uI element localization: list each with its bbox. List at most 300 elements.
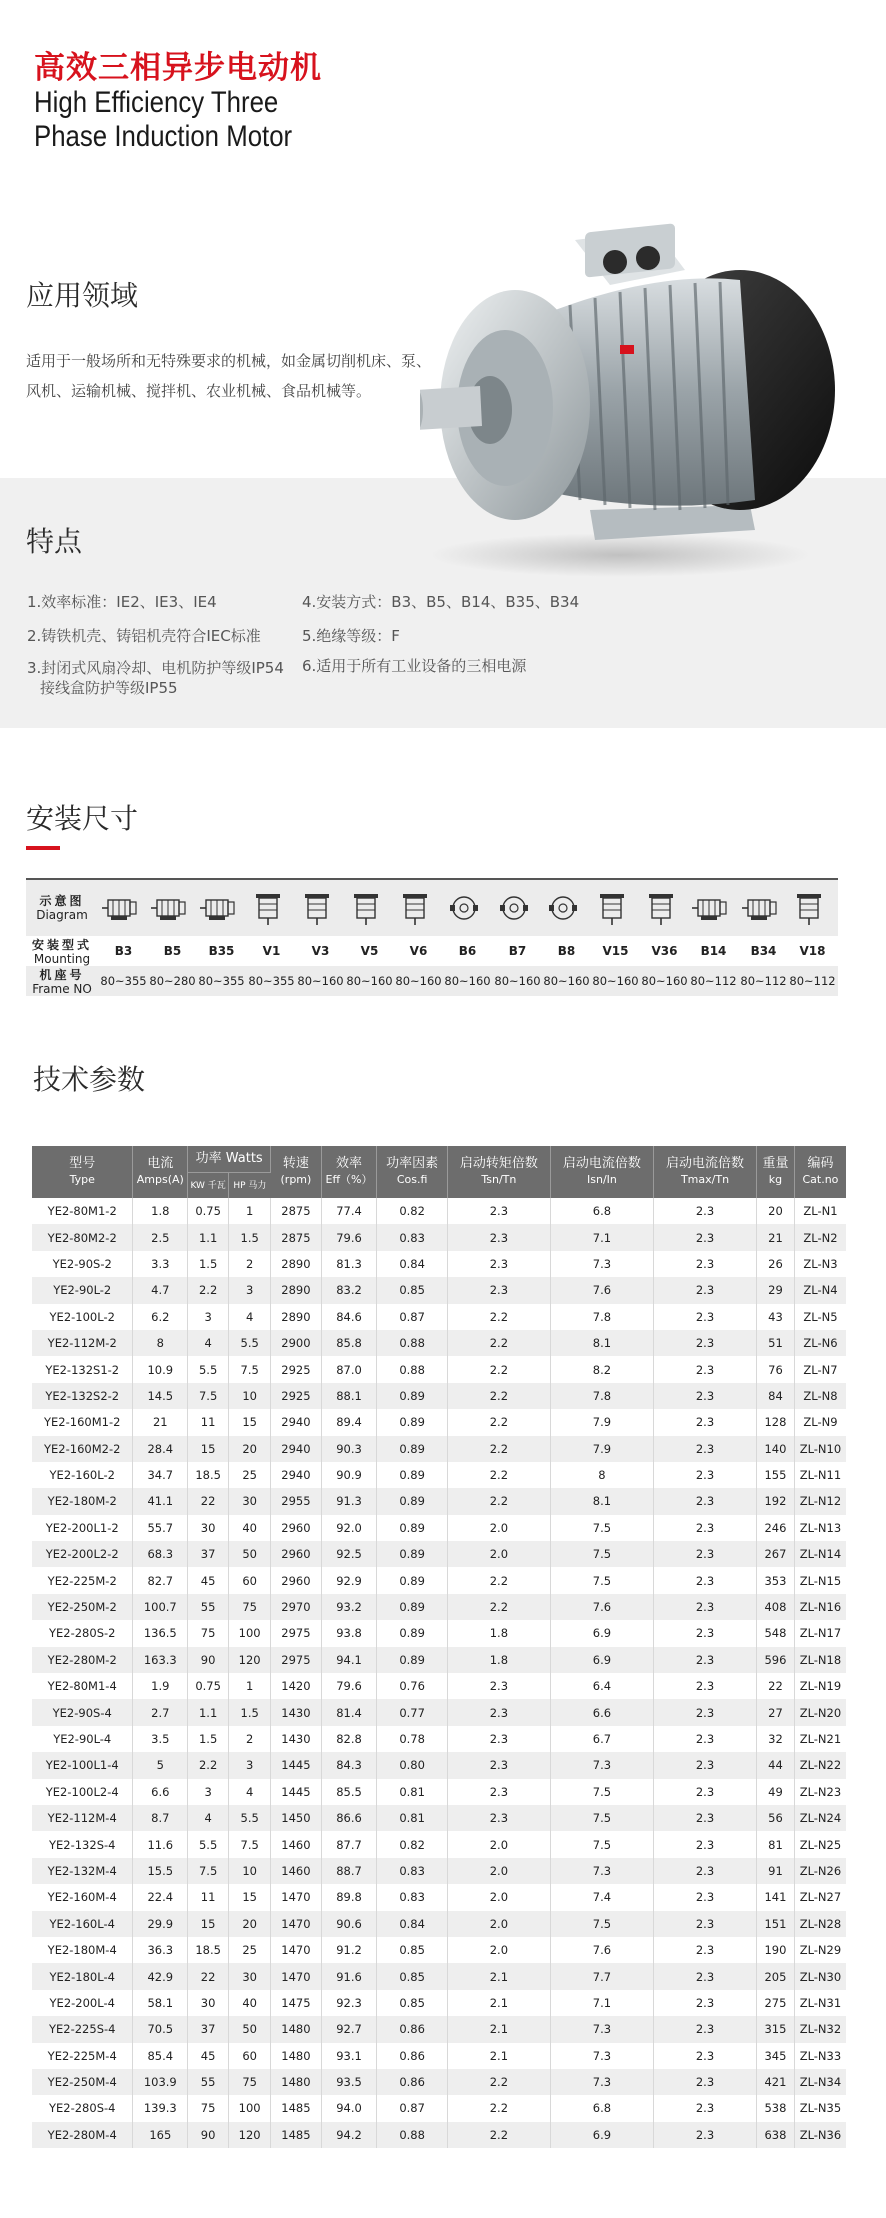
- cell-hp: 10: [229, 1383, 271, 1409]
- table-row: [32, 1990, 846, 2016]
- cell-amps: 8: [133, 1330, 188, 1356]
- cell-hp: 5.5: [229, 1805, 271, 1831]
- cell-power-factor: 0.81: [377, 1779, 447, 1805]
- cell-max-torque: 2.3: [653, 1567, 756, 1593]
- tech-title: 技术参数: [33, 1063, 146, 1096]
- cell-type: YE2-200L-4: [32, 1990, 133, 2016]
- cell-efficiency: 93.8: [321, 1620, 377, 1646]
- table-row: [32, 1567, 846, 1593]
- cell-start-current: 7.5: [550, 1567, 653, 1593]
- cell-code: ZL-N32: [794, 2016, 846, 2042]
- cell-power-factor: 0.76: [377, 1673, 447, 1699]
- cell-efficiency: 94.0: [321, 2095, 377, 2121]
- cell-power-factor: 0.89: [377, 1594, 447, 1620]
- cell-efficiency: 91.3: [321, 1488, 377, 1514]
- cell-amps: 70.5: [133, 2016, 188, 2042]
- cell-hp: 1: [229, 1198, 271, 1224]
- cell-type: YE2-112M-4: [32, 1805, 133, 1831]
- cell-power-factor: 0.89: [377, 1436, 447, 1462]
- cell-code: ZL-N4: [794, 1277, 846, 1303]
- table-row: [32, 2043, 846, 2069]
- cell-speed: 2960: [271, 1541, 321, 1567]
- application-text-line1: 适用于一般场所和无特殊要求的机械，如金属切削机床、泵、: [26, 352, 432, 370]
- cell-efficiency: 92.7: [321, 2016, 377, 2042]
- cell-speed: 1420: [271, 1673, 321, 1699]
- cell-hp: 4: [229, 1779, 271, 1805]
- cell-type: YE2-90S-2: [32, 1251, 133, 1277]
- mounting-table: [26, 878, 838, 996]
- cell-max-torque: 2.3: [653, 2095, 756, 2121]
- cell-code: ZL-N19: [794, 1673, 846, 1699]
- cell-efficiency: 90.9: [321, 1462, 377, 1488]
- cell-weight: 205: [757, 1963, 795, 1989]
- cell-start-current: 7.5: [550, 1541, 653, 1567]
- cell-weight: 128: [757, 1409, 795, 1435]
- table-row: [32, 1383, 846, 1409]
- feature-item-3: 3.封闭式风扇冷却、电机防护等级IP54: [27, 659, 284, 677]
- cell-speed: 1480: [271, 2043, 321, 2069]
- cell-speed: 1445: [271, 1752, 321, 1778]
- cell-code: ZL-N20: [794, 1699, 846, 1725]
- cell-weight: 155: [757, 1462, 795, 1488]
- header-max-torque: 启动电流倍数 Tmax/Tn: [653, 1146, 756, 1198]
- cell-amps: 6.2: [133, 1304, 188, 1330]
- table-row: [32, 1699, 846, 1725]
- cell-start-current: 7.5: [550, 1779, 653, 1805]
- cell-kw: 7.5: [188, 1383, 229, 1409]
- cell-amps: 163.3: [133, 1647, 188, 1673]
- cell-amps: 8.7: [133, 1805, 188, 1831]
- cell-kw: 1.1: [188, 1224, 229, 1250]
- cell-code: ZL-N11: [794, 1462, 846, 1488]
- mounting-title-underline: [26, 846, 60, 850]
- table-row: [32, 2016, 846, 2042]
- table-row: [32, 1224, 846, 1250]
- cell-weight: 548: [757, 1620, 795, 1646]
- cell-weight: 246: [757, 1515, 795, 1541]
- cell-speed: 2940: [271, 1436, 321, 1462]
- cell-hp: 15: [229, 1884, 271, 1910]
- cell-code: ZL-N13: [794, 1515, 846, 1541]
- mounting-code: V5: [360, 944, 379, 958]
- cell-power-factor: 0.82: [377, 1831, 447, 1857]
- frame-range: 80~160: [297, 974, 344, 988]
- cell-amps: 6.6: [133, 1779, 188, 1805]
- cell-efficiency: 92.0: [321, 1515, 377, 1541]
- frame-range: 80~160: [346, 974, 393, 988]
- table-row: [32, 1198, 846, 1224]
- cell-power-factor: 0.89: [377, 1620, 447, 1646]
- cell-amps: 42.9: [133, 1963, 188, 1989]
- cell-hp: 15: [229, 1409, 271, 1435]
- cell-speed: 2925: [271, 1356, 321, 1382]
- cell-power-factor: 0.84: [377, 1911, 447, 1937]
- cell-hp: 1.5: [229, 1224, 271, 1250]
- cell-power-factor: 0.85: [377, 1277, 447, 1303]
- cell-type: YE2-250M-2: [32, 1594, 133, 1620]
- cell-max-torque: 2.3: [653, 1752, 756, 1778]
- cell-start-torque: 2.3: [447, 1726, 550, 1752]
- cell-type: YE2-100L2-4: [32, 1779, 133, 1805]
- cell-amps: 3.5: [133, 1726, 188, 1752]
- title-en-line2: Phase Induction Motor: [34, 120, 293, 153]
- cell-power-factor: 0.89: [377, 1647, 447, 1673]
- cell-start-current: 7.3: [550, 2069, 653, 2095]
- cell-kw: 18.5: [188, 1462, 229, 1488]
- mounting-code: V15: [602, 944, 629, 958]
- cell-hp: 120: [229, 2122, 271, 2148]
- header-hp: HP 马力: [229, 1172, 271, 1198]
- cell-start-torque: 2.2: [447, 1594, 550, 1620]
- cell-hp: 25: [229, 1462, 271, 1488]
- cell-code: ZL-N2: [794, 1224, 846, 1250]
- cell-start-torque: 2.0: [447, 1858, 550, 1884]
- cell-efficiency: 90.3: [321, 1436, 377, 1462]
- table-row: [32, 1277, 846, 1303]
- header-power: 功率 Watts: [188, 1146, 271, 1172]
- cell-amps: 82.7: [133, 1567, 188, 1593]
- cell-hp: 1.5: [229, 1699, 271, 1725]
- cell-max-torque: 2.3: [653, 1911, 756, 1937]
- cell-start-torque: 2.2: [447, 1330, 550, 1356]
- cell-kw: 18.5: [188, 1937, 229, 1963]
- cell-start-torque: 2.2: [447, 1436, 550, 1462]
- cell-speed: 2890: [271, 1251, 321, 1277]
- cell-kw: 30: [188, 1515, 229, 1541]
- cell-max-torque: 2.3: [653, 1620, 756, 1646]
- cell-efficiency: 86.6: [321, 1805, 377, 1831]
- cell-speed: 1460: [271, 1858, 321, 1884]
- cell-max-torque: 2.3: [653, 2016, 756, 2042]
- cell-start-torque: 2.2: [447, 2095, 550, 2121]
- cell-max-torque: 2.3: [653, 1726, 756, 1752]
- cell-type: YE2-180M-4: [32, 1937, 133, 1963]
- cell-code: ZL-N12: [794, 1488, 846, 1514]
- cell-start-current: 7.8: [550, 1304, 653, 1330]
- cell-max-torque: 2.3: [653, 1647, 756, 1673]
- cell-weight: 91: [757, 1858, 795, 1884]
- cell-power-factor: 0.83: [377, 1858, 447, 1884]
- cell-type: YE2-160M-4: [32, 1884, 133, 1910]
- table-row: [32, 1594, 846, 1620]
- cell-code: ZL-N34: [794, 2069, 846, 2095]
- cell-amps: 55.7: [133, 1515, 188, 1541]
- cell-kw: 1.5: [188, 1251, 229, 1277]
- table-row: [32, 1963, 846, 1989]
- cell-kw: 5.5: [188, 1831, 229, 1857]
- cell-kw: 0.75: [188, 1198, 229, 1224]
- cell-hp: 50: [229, 1541, 271, 1567]
- cell-code: ZL-N8: [794, 1383, 846, 1409]
- header-power-factor: 功率因素 Cos.fi: [377, 1146, 447, 1198]
- cell-speed: 2960: [271, 1515, 321, 1541]
- cell-start-current: 7.5: [550, 1911, 653, 1937]
- cell-start-current: 6.9: [550, 1647, 653, 1673]
- cell-type: YE2-132S1-2: [32, 1356, 133, 1382]
- cell-weight: 315: [757, 2016, 795, 2042]
- cell-amps: 1.9: [133, 1673, 188, 1699]
- cell-efficiency: 84.3: [321, 1752, 377, 1778]
- cell-start-torque: 2.0: [447, 1937, 550, 1963]
- cell-type: YE2-160M2-2: [32, 1436, 133, 1462]
- cell-speed: 1450: [271, 1805, 321, 1831]
- cell-start-torque: 2.3: [447, 1251, 550, 1277]
- cell-code: ZL-N14: [794, 1541, 846, 1567]
- cell-weight: 56: [757, 1805, 795, 1831]
- cell-amps: 22.4: [133, 1884, 188, 1910]
- cell-kw: 90: [188, 2122, 229, 2148]
- cell-amps: 2.7: [133, 1699, 188, 1725]
- mounting-code: B35: [208, 944, 235, 958]
- cell-kw: 4: [188, 1805, 229, 1831]
- cell-start-torque: 2.2: [447, 1567, 550, 1593]
- cell-code: ZL-N35: [794, 2095, 846, 2121]
- cell-start-torque: 2.3: [447, 1277, 550, 1303]
- cell-weight: 81: [757, 1831, 795, 1857]
- cell-speed: 1475: [271, 1990, 321, 2016]
- table-row: [32, 1752, 846, 1778]
- cell-hp: 20: [229, 1911, 271, 1937]
- application-title: 应用领域: [26, 279, 139, 312]
- table-row: [32, 1330, 846, 1356]
- header-weight: 重量 kg: [757, 1146, 795, 1198]
- frame-label-cn: 机座号: [39, 968, 85, 982]
- cell-code: ZL-N25: [794, 1831, 846, 1857]
- cell-speed: 1430: [271, 1726, 321, 1752]
- cell-start-torque: 2.2: [447, 1356, 550, 1382]
- frame-range: 80~160: [641, 974, 688, 988]
- cell-weight: 84: [757, 1383, 795, 1409]
- cell-weight: 29: [757, 1277, 795, 1303]
- cell-weight: 22: [757, 1673, 795, 1699]
- cell-type: YE2-160M1-2: [32, 1409, 133, 1435]
- cell-start-current: 7.4: [550, 1884, 653, 1910]
- cell-start-current: 7.3: [550, 2043, 653, 2069]
- feature-item-6: 6.适用于所有工业设备的三相电源: [302, 657, 527, 675]
- cell-efficiency: 91.6: [321, 1963, 377, 1989]
- frame-range: 80~355: [198, 974, 245, 988]
- cell-speed: 1470: [271, 1884, 321, 1910]
- cell-weight: 20: [757, 1198, 795, 1224]
- feature-item-5: 5.绝缘等级：F: [302, 627, 400, 645]
- cell-weight: 26: [757, 1251, 795, 1277]
- cell-speed: 2925: [271, 1383, 321, 1409]
- cell-type: YE2-80M1-4: [32, 1673, 133, 1699]
- cell-start-current: 6.8: [550, 1198, 653, 1224]
- cell-weight: 345: [757, 2043, 795, 2069]
- table-row: [32, 1409, 846, 1435]
- cell-weight: 190: [757, 1937, 795, 1963]
- frame-label: [26, 968, 98, 996]
- cell-kw: 1.1: [188, 1699, 229, 1725]
- cell-type: YE2-200L1-2: [32, 1515, 133, 1541]
- cell-code: ZL-N29: [794, 1937, 846, 1963]
- cell-speed: 2890: [271, 1304, 321, 1330]
- cell-type: YE2-132S2-2: [32, 1383, 133, 1409]
- cell-efficiency: 79.6: [321, 1673, 377, 1699]
- cell-code: ZL-N10: [794, 1436, 846, 1462]
- cell-start-torque: 2.3: [447, 1779, 550, 1805]
- cell-hp: 120: [229, 1647, 271, 1673]
- cell-type: YE2-180M-2: [32, 1488, 133, 1514]
- cell-code: ZL-N9: [794, 1409, 846, 1435]
- cell-kw: 0.75: [188, 1673, 229, 1699]
- cell-speed: 2975: [271, 1647, 321, 1673]
- cell-amps: 10.9: [133, 1356, 188, 1382]
- cell-max-torque: 2.3: [653, 1224, 756, 1250]
- mounting-code: V36: [651, 944, 678, 958]
- cell-code: ZL-N33: [794, 2043, 846, 2069]
- cell-start-torque: 2.0: [447, 1541, 550, 1567]
- cell-kw: 45: [188, 2043, 229, 2069]
- cell-hp: 3: [229, 1752, 271, 1778]
- cell-hp: 30: [229, 1488, 271, 1514]
- cell-start-current: 7.6: [550, 1277, 653, 1303]
- cell-max-torque: 2.3: [653, 1541, 756, 1567]
- cell-start-current: 8.2: [550, 1356, 653, 1382]
- mounting-code: B3: [114, 944, 133, 958]
- header-start-current: 启动电流倍数 Isn/In: [550, 1146, 653, 1198]
- frame-range: 80~355: [100, 974, 147, 988]
- cell-power-factor: 0.87: [377, 2095, 447, 2121]
- cell-max-torque: 2.3: [653, 1673, 756, 1699]
- cell-power-factor: 0.84: [377, 1251, 447, 1277]
- cell-kw: 3: [188, 1304, 229, 1330]
- cell-type: YE2-280S-4: [32, 2095, 133, 2121]
- cell-start-torque: 2.3: [447, 1224, 550, 1250]
- cell-type: YE2-80M2-2: [32, 1224, 133, 1250]
- cell-code: ZL-N24: [794, 1805, 846, 1831]
- cell-start-current: 7.3: [550, 1752, 653, 1778]
- header-type: 型号 Type: [32, 1146, 133, 1198]
- cell-max-torque: 2.3: [653, 1990, 756, 2016]
- cell-efficiency: 92.9: [321, 1567, 377, 1593]
- table-row: [32, 1515, 846, 1541]
- cell-code: ZL-N28: [794, 1911, 846, 1937]
- cell-max-torque: 2.3: [653, 1831, 756, 1857]
- cell-start-current: 6.9: [550, 2122, 653, 2148]
- cell-speed: 2970: [271, 1594, 321, 1620]
- cell-start-torque: 2.3: [447, 1805, 550, 1831]
- cell-hp: 40: [229, 1515, 271, 1541]
- cell-type: YE2-80M1-2: [32, 1198, 133, 1224]
- mounting-code: V1: [262, 944, 281, 958]
- cell-speed: 1485: [271, 2122, 321, 2148]
- cell-amps: 103.9: [133, 2069, 188, 2095]
- cell-efficiency: 90.6: [321, 1911, 377, 1937]
- cell-power-factor: 0.89: [377, 1462, 447, 1488]
- cell-speed: 1460: [271, 1831, 321, 1857]
- cell-max-torque: 2.3: [653, 1699, 756, 1725]
- cell-efficiency: 87.7: [321, 1831, 377, 1857]
- cell-weight: 638: [757, 2122, 795, 2148]
- cell-efficiency: 82.8: [321, 1726, 377, 1752]
- cell-hp: 40: [229, 1990, 271, 2016]
- cell-kw: 2.2: [188, 1752, 229, 1778]
- cell-amps: 1.8: [133, 1198, 188, 1224]
- cell-efficiency: 92.3: [321, 1990, 377, 2016]
- cell-weight: 192: [757, 1488, 795, 1514]
- cell-power-factor: 0.87: [377, 1304, 447, 1330]
- cell-kw: 55: [188, 1594, 229, 1620]
- cell-start-current: 7.7: [550, 1963, 653, 1989]
- cell-amps: 34.7: [133, 1462, 188, 1488]
- cell-code: ZL-N27: [794, 1884, 846, 1910]
- cell-kw: 37: [188, 1541, 229, 1567]
- cell-start-torque: 2.2: [447, 1383, 550, 1409]
- motor-image: [420, 210, 840, 590]
- cell-power-factor: 0.82: [377, 1198, 447, 1224]
- cell-amps: 2.5: [133, 1224, 188, 1250]
- cell-code: ZL-N6: [794, 1330, 846, 1356]
- cell-amps: 4.7: [133, 1277, 188, 1303]
- cell-start-torque: 2.1: [447, 1963, 550, 1989]
- cell-power-factor: 0.85: [377, 1937, 447, 1963]
- cell-type: YE2-90L-4: [32, 1726, 133, 1752]
- cell-efficiency: 93.5: [321, 2069, 377, 2095]
- cell-efficiency: 92.5: [321, 1541, 377, 1567]
- cell-start-current: 8.1: [550, 1488, 653, 1514]
- cell-power-factor: 0.86: [377, 2043, 447, 2069]
- features-title: 特点: [26, 525, 83, 558]
- table-row: [32, 1937, 846, 1963]
- cell-start-current: 8: [550, 1462, 653, 1488]
- cell-code: ZL-N36: [794, 2122, 846, 2148]
- cell-start-current: 6.9: [550, 1620, 653, 1646]
- cell-amps: 58.1: [133, 1990, 188, 2016]
- table-row: [32, 1858, 846, 1884]
- cell-start-torque: 2.1: [447, 2043, 550, 2069]
- cell-code: ZL-N1: [794, 1198, 846, 1224]
- cell-weight: 44: [757, 1752, 795, 1778]
- cell-hp: 3: [229, 1277, 271, 1303]
- cell-kw: 55: [188, 2069, 229, 2095]
- frame-range: 80~112: [740, 974, 787, 988]
- cell-kw: 75: [188, 1620, 229, 1646]
- frame-range: 80~160: [395, 974, 442, 988]
- cell-kw: 1.5: [188, 1726, 229, 1752]
- cell-kw: 15: [188, 1436, 229, 1462]
- cell-kw: 22: [188, 1963, 229, 1989]
- cell-speed: 2890: [271, 1277, 321, 1303]
- cell-hp: 2: [229, 1726, 271, 1752]
- cell-power-factor: 0.88: [377, 1356, 447, 1382]
- cell-start-current: 7.3: [550, 1251, 653, 1277]
- cell-speed: 1485: [271, 2095, 321, 2121]
- cell-max-torque: 2.3: [653, 1462, 756, 1488]
- cell-code: ZL-N15: [794, 1567, 846, 1593]
- cell-amps: 41.1: [133, 1488, 188, 1514]
- cell-start-torque: 2.3: [447, 1699, 550, 1725]
- diagram-label-en: Diagram: [36, 908, 88, 922]
- cell-code: ZL-N22: [794, 1752, 846, 1778]
- mounting-code: B14: [700, 944, 727, 958]
- cell-power-factor: 0.86: [377, 2016, 447, 2042]
- cell-efficiency: 88.7: [321, 1858, 377, 1884]
- cell-start-current: 6.4: [550, 1673, 653, 1699]
- mounting-code: B34: [750, 944, 777, 958]
- cell-weight: 421: [757, 2069, 795, 2095]
- cell-start-current: 6.8: [550, 2095, 653, 2121]
- cell-hp: 5.5: [229, 1330, 271, 1356]
- cell-amps: 15.5: [133, 1858, 188, 1884]
- cell-type: YE2-225S-4: [32, 2016, 133, 2042]
- cell-power-factor: 0.77: [377, 1699, 447, 1725]
- cell-amps: 139.3: [133, 2095, 188, 2121]
- title-en-line1: High Efficiency Three: [34, 86, 279, 119]
- frame-range: 80~112: [690, 974, 737, 988]
- cell-speed: 1480: [271, 2016, 321, 2042]
